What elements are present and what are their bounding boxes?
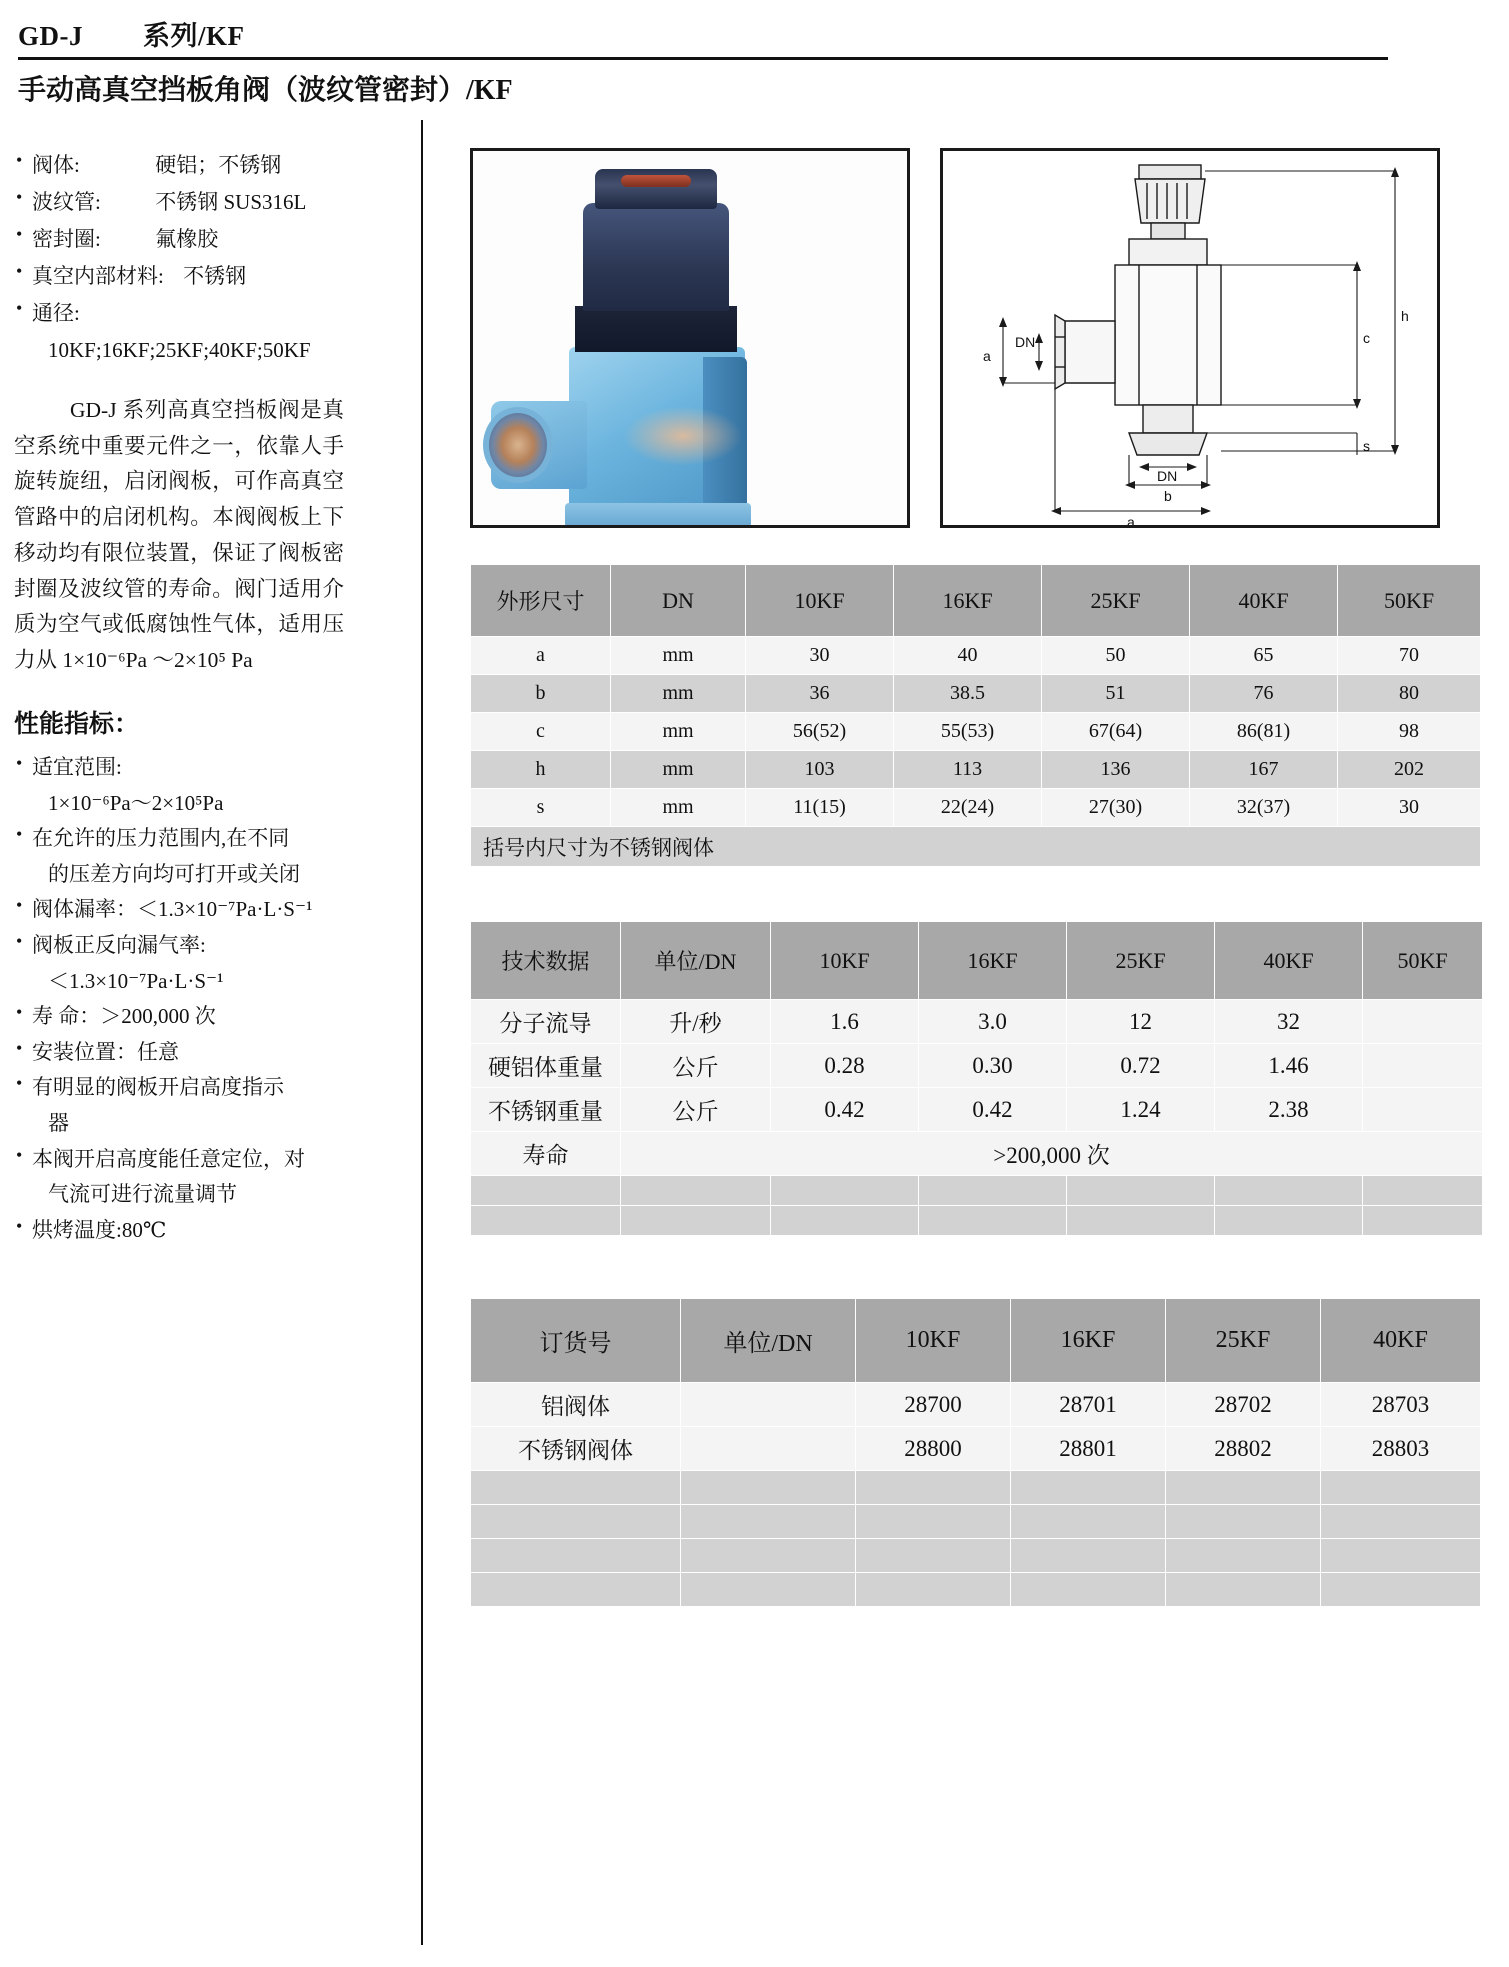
cell: 28703 xyxy=(1321,1383,1481,1427)
cell: 12 xyxy=(1067,1000,1215,1044)
performance-text: 器 xyxy=(48,1111,69,1136)
column-header: 单位/DN xyxy=(681,1299,856,1383)
cell xyxy=(471,1573,681,1607)
column-header: 25KF xyxy=(1042,565,1190,637)
cell xyxy=(621,1206,771,1236)
table-row-blank xyxy=(471,1176,1483,1206)
material-value: 不锈钢 xyxy=(183,264,247,289)
cell xyxy=(919,1206,1067,1236)
cell: 28801 xyxy=(1011,1427,1166,1471)
dimensions-table xyxy=(470,564,1481,867)
cell: 103 xyxy=(746,751,894,789)
cell xyxy=(1011,1471,1166,1505)
cell: s xyxy=(471,789,611,827)
column-header: 25KF xyxy=(1166,1299,1321,1383)
performance-text: 在允许的压力范围内,在不同 xyxy=(32,826,290,851)
list-item xyxy=(14,751,414,785)
table-row xyxy=(471,789,1481,827)
material-label: 通径: xyxy=(32,301,80,326)
page-header xyxy=(18,14,1398,108)
cell: b xyxy=(471,675,611,713)
table-row-blank xyxy=(471,1206,1483,1236)
cell: 113 xyxy=(894,751,1042,789)
table-row-blank xyxy=(471,1471,1481,1505)
table-row xyxy=(471,1044,1483,1088)
cell xyxy=(681,1383,856,1427)
table-row-blank xyxy=(471,1505,1481,1539)
column-header: 10KF xyxy=(771,922,919,1000)
list-item xyxy=(14,1036,414,1070)
list-item xyxy=(14,222,414,256)
cell: mm xyxy=(611,675,746,713)
valve-cap-shape xyxy=(583,203,729,311)
cell-lifetime-value: >200,000 次 xyxy=(621,1132,1483,1176)
cell xyxy=(1011,1539,1166,1573)
page-title: 手动高真空挡板角阀（波纹管密封）/KF xyxy=(18,75,513,106)
drawing-label-dn-bottom: DN xyxy=(1157,468,1178,484)
table-row-blank xyxy=(471,1539,1481,1573)
cell: h xyxy=(471,751,611,789)
material-label: 阀体: xyxy=(32,153,80,177)
table-header-row xyxy=(471,922,1483,1000)
cell xyxy=(471,1176,621,1206)
material-label: 真空内部材料: xyxy=(32,264,164,289)
cell: mm xyxy=(611,713,746,751)
cell xyxy=(1321,1539,1481,1573)
cell: 1.6 xyxy=(771,1000,919,1044)
column-header: 50KF xyxy=(1363,922,1483,1000)
cell xyxy=(681,1539,856,1573)
product-code-line xyxy=(18,14,1398,53)
table-row xyxy=(471,1383,1481,1427)
cell xyxy=(1321,1471,1481,1505)
cell: 3.0 xyxy=(919,1000,1067,1044)
column-header: 40KF xyxy=(1321,1299,1481,1383)
cell: 0.42 xyxy=(919,1088,1067,1132)
right-column xyxy=(470,148,1490,1607)
cell xyxy=(1215,1206,1363,1236)
material-value: 氟橡胶 xyxy=(155,227,219,252)
list-item xyxy=(14,185,414,219)
table-header-row xyxy=(471,1299,1481,1383)
cell: 30 xyxy=(746,637,894,675)
list-item-continuation xyxy=(14,858,414,892)
media-row xyxy=(470,148,1490,528)
column-header: 10KF xyxy=(856,1299,1011,1383)
drawing-label-h: h xyxy=(1401,308,1409,324)
cell xyxy=(1363,1206,1483,1236)
cell: 50 xyxy=(1042,637,1190,675)
cell: 76 xyxy=(1190,675,1338,713)
material-value: 硬铝；不锈钢 xyxy=(155,153,282,177)
cell xyxy=(681,1573,856,1607)
list-item xyxy=(14,929,414,963)
column-header: 25KF xyxy=(1067,922,1215,1000)
drawing-label-dn-left: DN xyxy=(1015,334,1036,350)
cell: 202 xyxy=(1338,751,1481,789)
column-header: 10KF xyxy=(746,565,894,637)
cell: a xyxy=(471,637,611,675)
cell xyxy=(1363,1176,1483,1206)
cell xyxy=(1067,1176,1215,1206)
cell: 56(52) xyxy=(746,713,894,751)
list-item xyxy=(14,1000,414,1034)
cell: c xyxy=(471,713,611,751)
performance-text: 寿 命：＞200,000 次 xyxy=(32,1004,216,1029)
table-row xyxy=(471,1000,1483,1044)
list-item xyxy=(14,1143,414,1177)
column-header: 50KF xyxy=(1338,565,1481,637)
cell: 28701 xyxy=(1011,1383,1166,1427)
column-header: 16KF xyxy=(1011,1299,1166,1383)
cell: 0.72 xyxy=(1067,1044,1215,1088)
photo-highlight xyxy=(623,406,743,466)
cell xyxy=(471,1471,681,1505)
cell: 22(24) xyxy=(894,789,1042,827)
cell xyxy=(856,1505,1011,1539)
performance-text: 有明显的阀板开启高度指示 xyxy=(32,1075,284,1100)
cell-lifetime-label: 寿命 xyxy=(471,1132,621,1176)
cell: 27(30) xyxy=(1042,789,1190,827)
list-item-continuation xyxy=(14,1107,414,1141)
technical-drawing xyxy=(940,148,1440,528)
performance-text: 气流可进行流量调节 xyxy=(48,1182,237,1207)
cell: 公斤 xyxy=(621,1088,771,1132)
table-row-lifetime xyxy=(471,1132,1483,1176)
cell: 公斤 xyxy=(621,1044,771,1088)
cell: 2.38 xyxy=(1215,1088,1363,1132)
table-row xyxy=(471,751,1481,789)
cell xyxy=(1321,1573,1481,1607)
material-spec-list xyxy=(14,148,414,330)
table-row xyxy=(471,1427,1481,1471)
cell: 40 xyxy=(894,637,1042,675)
cell xyxy=(621,1176,771,1206)
header-divider xyxy=(18,57,1388,60)
cell: 98 xyxy=(1338,713,1481,751)
performance-text: 阀板正反向漏气率: xyxy=(32,933,206,958)
cell: 36 xyxy=(746,675,894,713)
material-label: 密封圈: xyxy=(32,227,101,252)
cell xyxy=(1321,1505,1481,1539)
cell: 不锈钢重量 xyxy=(471,1088,621,1132)
table-row xyxy=(471,675,1481,713)
column-header: 订货号 xyxy=(471,1299,681,1383)
cell: 铝阀体 xyxy=(471,1383,681,1427)
cell: 80 xyxy=(1338,675,1481,713)
performance-text: 适宜范围: xyxy=(32,755,122,780)
cell xyxy=(1363,1000,1483,1044)
cell: 0.28 xyxy=(771,1044,919,1088)
cell: 67(64) xyxy=(1042,713,1190,751)
table-note-row xyxy=(471,827,1481,867)
performance-heading: 性能指标： xyxy=(14,710,140,738)
cell xyxy=(1363,1044,1483,1088)
cell: 28803 xyxy=(1321,1427,1481,1471)
dimensions-table-block xyxy=(470,564,1490,867)
description-text: GD-J 系列高真空挡板阀是真空系统中重要元件之一，依靠人手旋转旋纽，启闭阀板，可作高真空管路中的启闭机构。本阀阀板上下移动均有限位装置，保证了阀板密封圈及波纹管的寿命。阀门适用介质为空气或低腐蚀性气体，适用压力从 1×10⁻⁶Pa ～2×10⁵ Pa xyxy=(14,398,344,672)
cell xyxy=(681,1505,856,1539)
column-header: 技术数据 xyxy=(471,922,621,1000)
cell xyxy=(919,1176,1067,1206)
cell xyxy=(856,1539,1011,1573)
cell xyxy=(1166,1505,1321,1539)
valve-knob-shape xyxy=(595,169,717,209)
material-value: 不锈钢 SUS316L xyxy=(155,190,307,215)
cell: 65 xyxy=(1190,637,1338,675)
cell: 0.42 xyxy=(771,1088,919,1132)
cell: mm xyxy=(611,789,746,827)
list-item xyxy=(14,822,414,856)
cell xyxy=(471,1539,681,1573)
material-label: 波纹管: xyxy=(32,190,101,215)
column-header: DN xyxy=(611,565,746,637)
column-divider xyxy=(421,120,423,1945)
column-header: 单位/DN xyxy=(621,922,771,1000)
cell xyxy=(771,1176,919,1206)
column-header: 16KF xyxy=(919,922,1067,1000)
column-header: 40KF xyxy=(1215,922,1363,1000)
column-header: 外形尺寸 xyxy=(471,565,611,637)
cell: 32 xyxy=(1215,1000,1363,1044)
list-item xyxy=(14,296,414,330)
technical-data-table xyxy=(470,921,1483,1236)
cell xyxy=(1215,1176,1363,1206)
product-code: GD-J xyxy=(18,21,83,51)
cell: 32(37) xyxy=(1190,789,1338,827)
cell: 不锈钢阀体 xyxy=(471,1427,681,1471)
cell: 28800 xyxy=(856,1427,1011,1471)
cell xyxy=(1166,1539,1321,1573)
table-header-row xyxy=(471,565,1481,637)
cell: 11(15) xyxy=(746,789,894,827)
bore-sizes: 10KF;16KF;25KF;40KF;50KF xyxy=(48,338,311,363)
table-row xyxy=(471,713,1481,751)
cell: 28700 xyxy=(856,1383,1011,1427)
cell: 0.30 xyxy=(919,1044,1067,1088)
valve-collar-shape xyxy=(575,306,737,352)
cell: 136 xyxy=(1042,751,1190,789)
table-row xyxy=(471,1088,1483,1132)
table-note: 括号内尺寸为不锈钢阀体 xyxy=(471,827,1481,867)
list-item xyxy=(14,1071,414,1105)
list-item xyxy=(14,1214,414,1248)
cell: 51 xyxy=(1042,675,1190,713)
cell: 28802 xyxy=(1166,1427,1321,1471)
list-item xyxy=(14,259,414,293)
cell: 86(81) xyxy=(1190,713,1338,751)
column-header: 40KF xyxy=(1190,565,1338,637)
column-header: 16KF xyxy=(894,565,1042,637)
table-row xyxy=(471,637,1481,675)
cell: 分子流导 xyxy=(471,1000,621,1044)
cell xyxy=(1011,1505,1166,1539)
cell xyxy=(471,1206,621,1236)
cell xyxy=(1166,1573,1321,1607)
cell: 167 xyxy=(1190,751,1338,789)
product-description xyxy=(14,393,344,679)
drawing-label-c: c xyxy=(1363,330,1370,346)
product-series: 系列/KF xyxy=(143,21,245,51)
cell xyxy=(1166,1471,1321,1505)
list-item-continuation xyxy=(14,1178,414,1212)
cell xyxy=(681,1471,856,1505)
performance-text: 1×10⁻⁶Pa～2×10⁵Pa xyxy=(48,790,224,815)
valve-flange-shape xyxy=(565,503,751,528)
cell xyxy=(471,1505,681,1539)
cell xyxy=(1067,1206,1215,1236)
performance-text: 安装位置：任意 xyxy=(32,1039,179,1064)
valve-port-opening xyxy=(483,407,553,483)
performance-text: 的压差方向均可打开或关闭 xyxy=(48,861,300,886)
cell xyxy=(1363,1088,1483,1132)
drawing-label-s: s xyxy=(1363,438,1370,454)
cell: 30 xyxy=(1338,789,1481,827)
cell xyxy=(856,1471,1011,1505)
drawing-svg xyxy=(943,151,1437,525)
list-item xyxy=(14,893,414,927)
performance-text: 烘烤温度:80℃ xyxy=(32,1217,167,1242)
cell xyxy=(856,1573,1011,1607)
drawing-label-b: b xyxy=(1164,488,1172,504)
cell: 硬铝体重量 xyxy=(471,1044,621,1088)
cell: mm xyxy=(611,637,746,675)
cell xyxy=(771,1206,919,1236)
order-number-table xyxy=(470,1298,1481,1607)
performance-list xyxy=(14,751,414,1247)
product-photo xyxy=(470,148,910,528)
cell: 70 xyxy=(1338,637,1481,675)
cell: 1.46 xyxy=(1215,1044,1363,1088)
list-item-continuation xyxy=(14,965,414,999)
cell xyxy=(681,1427,856,1471)
performance-text: ＜1.3×10⁻⁷Pa·L·S⁻¹ xyxy=(48,968,224,993)
left-column xyxy=(14,148,414,1249)
cell xyxy=(1011,1573,1166,1607)
performance-text: 阀体漏率：＜1.3×10⁻⁷Pa·L·S⁻¹ xyxy=(32,897,313,922)
cell: 38.5 xyxy=(894,675,1042,713)
cell: mm xyxy=(611,751,746,789)
list-item-continuation xyxy=(14,787,414,821)
table-row-blank xyxy=(471,1573,1481,1607)
drawing-label-a-bottom: a xyxy=(1127,514,1135,525)
cell: 28702 xyxy=(1166,1383,1321,1427)
cell: 1.24 xyxy=(1067,1088,1215,1132)
cell: 55(53) xyxy=(894,713,1042,751)
list-item xyxy=(14,148,414,182)
drawing-label-a-left: a xyxy=(983,348,991,364)
performance-text: 本阀开启高度能任意定位，对 xyxy=(32,1146,305,1171)
cell: 升/秒 xyxy=(621,1000,771,1044)
